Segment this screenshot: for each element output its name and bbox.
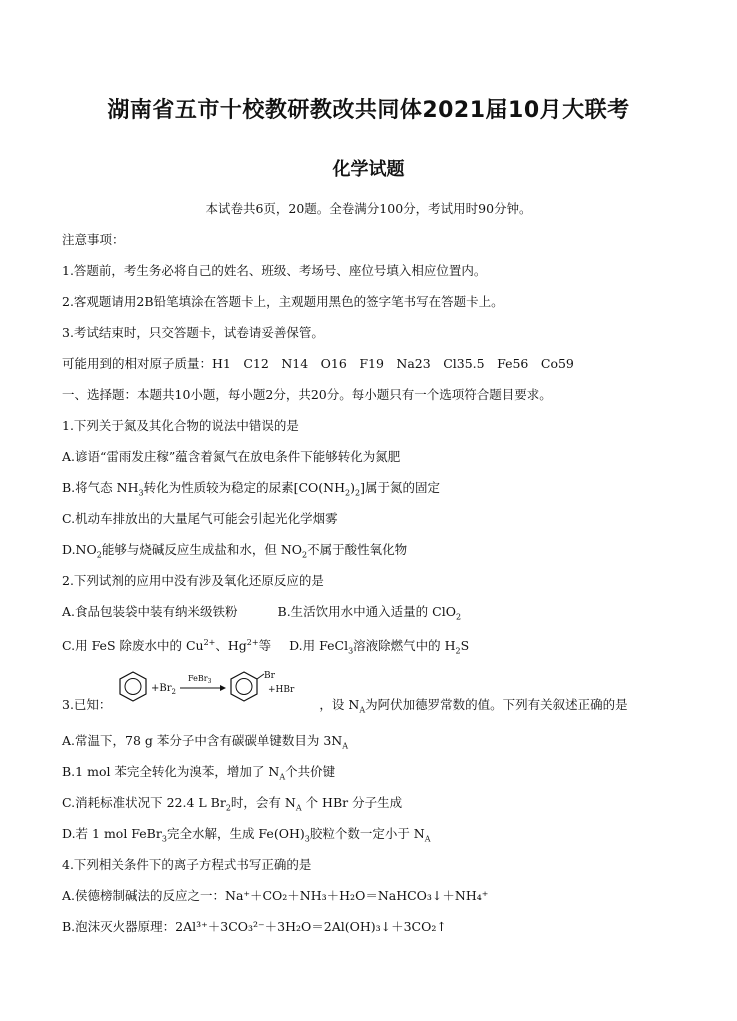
subscript: 3 [304, 834, 310, 844]
q1-stem: 1.下列关于氮及其化合物的说法中错误的是 [62, 418, 299, 433]
text: 个共价键 [285, 764, 336, 779]
text: A.常温下，78 g 苯分子中含有碳碳单键数目为 3N [62, 733, 343, 748]
q2-options-cd [62, 635, 469, 660]
text: 溶液除燃气中的 H [353, 638, 456, 654]
q3-option-c [62, 795, 402, 817]
note-item-3: 3.考试结束时，只交答题卡，试卷请妥善保管。 [62, 325, 324, 340]
subscript: 3 [348, 646, 354, 656]
text: 、Hg [215, 638, 247, 654]
q4-option-b: B.泡沫灭火器原理：2Al³⁺＋3CO₃²⁻＋3H₂O＝2Al(OH)₃↓＋3CO₂↑ [62, 919, 447, 934]
subscript: 2 [96, 550, 102, 560]
note-item-2: 2.客观题请用2B铅笔填涂在答题卡上，主观题用黑色的签字笔书写在答题卡上。 [62, 294, 504, 309]
q3-prefix: 3.已知： [62, 697, 112, 712]
note-item-1: 1.答题前，考生务必将自己的姓名、班级、考场号、座位号填入相应位置内。 [62, 263, 487, 278]
text: B.将气态 NH [62, 480, 139, 495]
q4-option-a: A.侯德榜制碱法的反应之一：Na⁺＋CO₂＋NH₃＋H₂O＝NaHCO₃↓＋NH₄⁺ [62, 888, 489, 903]
text: B.1 mol 苯完全转化为溴苯，增加了 N [62, 764, 280, 779]
reactant-br2-label: $+Br_2$ [151, 683, 176, 696]
q1-option-b [62, 480, 440, 502]
notes-heading: 注意事项： [62, 232, 125, 247]
subscript: 2 [455, 612, 462, 622]
text: 等 [258, 638, 272, 654]
benzene-ring-icon [120, 672, 146, 701]
bromobenzene-ring-icon [231, 672, 264, 701]
q2-option-b [277, 604, 462, 622]
subscript: 2 [225, 803, 231, 813]
text: 不属于酸性氧化物 [307, 542, 408, 557]
catalyst-label: FeBr$_3$ [188, 674, 212, 685]
subscript: 2 [354, 488, 361, 498]
q3-option-d [62, 826, 431, 848]
subscript: 2 [302, 550, 308, 560]
text: C.用 FeS 除废水中的 Cu [62, 638, 204, 654]
text: S [460, 638, 470, 654]
text: ，设 N [319, 697, 360, 712]
subscript: A [295, 803, 302, 813]
subscript: 3 [138, 488, 144, 498]
product-hbr-label: +HBr [268, 685, 295, 695]
q3-option-a [62, 733, 348, 755]
text: 能够与烧碱反应生成盐和水，但 NO [101, 542, 303, 557]
q2-stem: 2.下列试剂的应用中没有涉及氧化还原反应的是 [62, 573, 324, 588]
text: 为阿伏加德罗常数的值。下列有关叙述正确的是 [365, 697, 628, 712]
text: 胶粒个数一定小于 N [309, 826, 425, 841]
text: D.NO [62, 542, 97, 557]
atomic-masses: 可能用到的相对原子质量：H1 C12 N14 O16 F19 Na23 Cl35.5 Fe56 Co59 [62, 356, 574, 371]
text: B.生活饮用水中通入适量的 ClO [277, 604, 456, 619]
product-br-label: Br [264, 671, 275, 681]
subscript: 2 [344, 488, 351, 498]
text: ) [350, 480, 355, 495]
q1-option-c: C.机动车排放出的大量尾气可能会引起光化学烟雾 [62, 511, 338, 526]
exam-subject: 化学试题 [332, 159, 405, 180]
section-heading: 一、选择题：本题共10小题，每小题2分，共20分。每小题只有一个选项符合题目要求。 [62, 387, 552, 402]
superscript: 2+ [203, 638, 216, 647]
subscript: A [279, 772, 286, 782]
text: 转化为性质较为稳定的尿素[CO(NH [143, 480, 345, 495]
benzene-bromination-diagram [118, 668, 318, 712]
q3-option-b [62, 764, 335, 786]
q4-stem: 4.下列相关条件下的离子方程式书写正确的是 [62, 857, 312, 872]
text: 个 HBr 分子生成 [301, 795, 403, 810]
arrow-head-icon [220, 685, 226, 691]
text: 时，会有 N [230, 795, 296, 810]
q1-option-d [62, 542, 407, 564]
subscript: A [424, 834, 431, 844]
q2-option-a: A.食品包装袋中装有纳米级铁粉 [62, 604, 238, 619]
subscript: 2 [455, 646, 461, 656]
subscript: 3 [161, 834, 167, 844]
text: C.消耗标准状况下 22.4 L Br [62, 795, 226, 810]
exam-intro: 本试卷共6页，20题。全卷满分100分，考试用时90分钟。 [205, 201, 532, 216]
q2-option-c [62, 638, 271, 653]
exam-title: 湖南省五市十校教研教改共同体2021届10月大联考 [107, 98, 630, 123]
subscript: A [359, 705, 366, 715]
text: D.用 FeCl [289, 638, 349, 654]
subscript: A [342, 741, 349, 751]
text: D.若 1 mol FeBr [62, 826, 162, 841]
q1-option-a: A.谚语“雷雨发庄稼”蕴含着氮气在放电条件下能够转化为氮肥 [62, 449, 401, 464]
q2-options-ab [62, 604, 461, 626]
text: ]属于氮的固定 [360, 480, 440, 495]
text: 完全水解，生成 Fe(OH) [166, 826, 305, 841]
q2-option-d [289, 638, 470, 656]
superscript: 2+ [246, 638, 259, 647]
